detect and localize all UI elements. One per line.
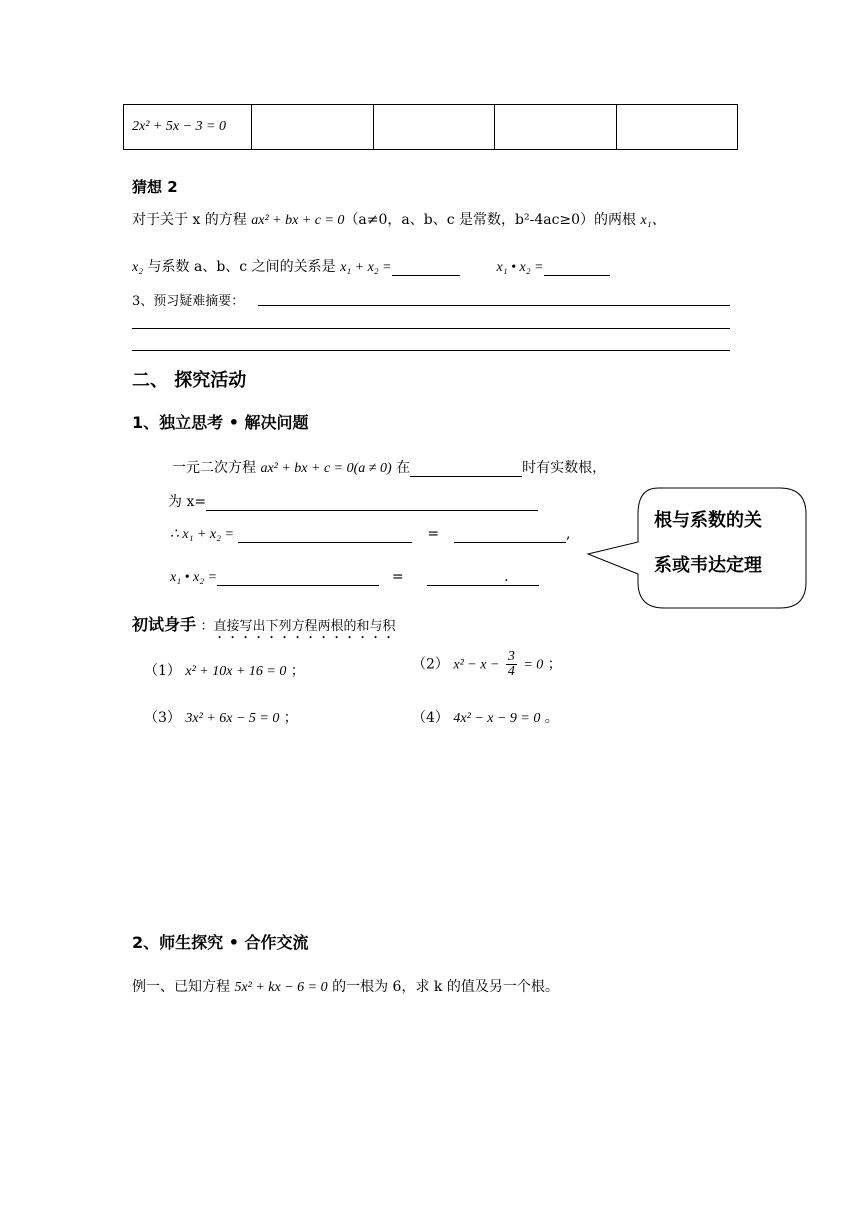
exercise-2-equation-b: = 0 [523, 657, 544, 673]
trial-header [132, 612, 396, 642]
callout-line-2: 系或韦达定理 [654, 555, 762, 576]
root-formula-label: 为 x= [168, 494, 207, 510]
product-blank-1[interactable] [217, 569, 379, 586]
table-cell [252, 105, 373, 150]
exercise-2-equation-a: x² − x − [453, 657, 500, 673]
callout-line-1: 根与系数的关 [654, 510, 762, 531]
guess2-root1: x₁、 [640, 213, 666, 228]
exercise-3-equation: 3x² + 6x − 5 = 0 [185, 711, 280, 726]
guess2-heading: 猜想 2 [132, 178, 178, 196]
fraction-numerator: 3 [507, 649, 515, 664]
table-cell [616, 105, 737, 150]
sum-blank-1[interactable] [238, 526, 412, 543]
preview-line-1[interactable] [258, 305, 730, 306]
sum-equals: = [427, 526, 440, 542]
table-cell-equation: 2x² + 5x − 3 = 0 [124, 105, 252, 150]
trial-colon: ： [200, 619, 214, 634]
example-1-equation: 5x² + kx − 6 = 0 [234, 980, 328, 995]
sub1-line1-mid: 在 [396, 460, 411, 476]
guess2-line1-suffix: （a≠0，a、b、c 是常数，b²-4ac≥0）的两根 [344, 212, 637, 228]
exercise-1-end: ； [290, 663, 305, 679]
sub1-sum-line [170, 526, 570, 543]
sum-blank-2[interactable] [454, 526, 566, 543]
exercise-1 [144, 660, 305, 680]
exercise-3-number: （3） [144, 710, 181, 726]
table-cell [495, 105, 616, 150]
example-1-prefix: 例一、已知方程 [132, 979, 230, 995]
guess2-line1-prefix: 对于关于 x 的方程 [132, 212, 247, 228]
sub2-heading: 2、师生探究 • 合作交流 [132, 933, 309, 952]
exercise-2-number: （2） [412, 656, 449, 673]
product-blank-2[interactable]: . [427, 569, 539, 586]
product-equals: = [391, 569, 404, 585]
product-blank[interactable] [544, 259, 610, 276]
trial-instruction: 直接写出下列方程两根的和与积 [213, 619, 396, 634]
guess2-line2 [132, 256, 610, 276]
exercise-4-end: 。 [544, 710, 559, 726]
sum-comma: , [565, 526, 571, 542]
exercise-1-equation: x² + 10x + 16 = 0 [185, 664, 287, 679]
exercise-4-number: （4） [412, 710, 449, 726]
sum-blank[interactable] [392, 259, 460, 276]
sub1-line1-prefix: 一元二次方程 [172, 460, 256, 476]
preview-line-3[interactable] [132, 350, 730, 351]
guess2-line2-text: 与系数 a、b、c 之间的关系是 [147, 259, 336, 275]
answer-table [123, 104, 738, 150]
sub1-product-line [170, 569, 539, 586]
condition-blank[interactable] [410, 460, 522, 477]
exercise-3-end: ； [283, 710, 298, 726]
sum-expression: x₁ + x₂ = [340, 260, 392, 275]
sub1-line2 [168, 491, 538, 511]
example-1-suffix: 的一根为 6，求 k 的值及另一个根。 [332, 979, 559, 995]
sub1-line1 [172, 457, 606, 477]
exercise-2 [412, 650, 562, 679]
product-label: x₁ • x₂ = [170, 570, 218, 585]
exercise-1-number: （1） [144, 663, 181, 679]
exercise-3 [144, 707, 298, 727]
guess2-root2: x₂ [132, 260, 144, 275]
general-equation: ax² + bx + c = 0(a ≠ 0) [260, 461, 392, 476]
exercise-2-fraction [506, 650, 517, 679]
exercise-2-end: ； [547, 656, 562, 673]
preview-line-2[interactable] [132, 328, 730, 329]
sub1-heading: 1、独立思考 • 解决问题 [132, 413, 309, 432]
table-cell [373, 105, 494, 150]
exercise-4-equation: 4x² − x − 9 = 0 [453, 711, 541, 726]
section2-heading: 二、 探究活动 [132, 370, 247, 391]
root-formula-blank[interactable] [206, 494, 538, 511]
table-row [124, 105, 738, 150]
fraction-denominator: 4 [507, 664, 515, 679]
product-expression: x₁ • x₂ = [496, 260, 544, 275]
guess2-equation: ax² + bx + c = 0 [251, 213, 345, 228]
sum-label: ∴ x₁ + x₂ = [170, 527, 234, 542]
trial-heading: 初试身手 [132, 615, 197, 634]
sub1-line1-suffix: 时有实数根， [522, 460, 607, 476]
callout-bubble [580, 482, 810, 612]
exercise-4 [412, 707, 559, 727]
preview-label: 3、预习疑难摘要： [132, 294, 245, 309]
example-1 [132, 976, 559, 996]
guess2-line1 [132, 209, 666, 229]
